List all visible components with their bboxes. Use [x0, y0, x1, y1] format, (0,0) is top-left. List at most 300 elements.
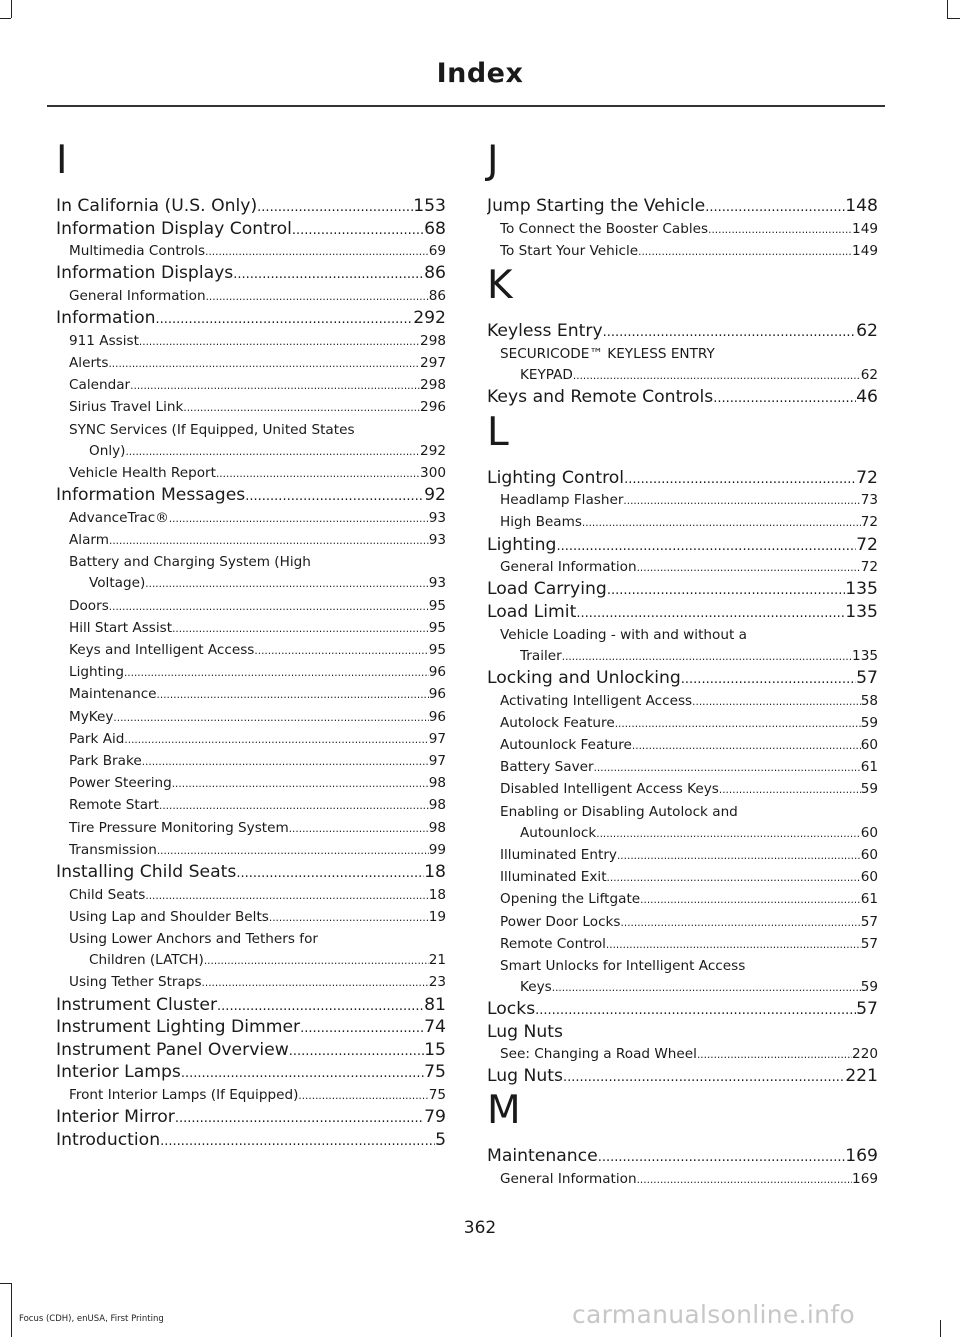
dot-leader [245, 486, 424, 508]
index-entry[interactable] [487, 535, 878, 558]
index-subentry[interactable] [487, 1169, 878, 1191]
index-subentry[interactable] [56, 662, 446, 684]
entry-page-number: 135 [845, 579, 878, 600]
entry-label: Remote Control [500, 935, 606, 952]
index-subentry-continued[interactable] [487, 977, 878, 999]
index-subentry[interactable] [487, 934, 878, 956]
dot-leader [638, 242, 852, 263]
index-subentry[interactable] [56, 751, 446, 773]
entry-page-number: 74 [424, 1017, 446, 1038]
entry-page-number: 60 [860, 824, 878, 841]
dot-leader [298, 1086, 428, 1107]
dot-leader [632, 736, 861, 757]
index-entry[interactable] [487, 1066, 878, 1089]
entry-label: Child Seats [69, 886, 146, 903]
entry-label: See: Changing a Road Wheel [500, 1045, 697, 1062]
entry-page-number: 153 [413, 196, 446, 216]
entry-page-number: 99 [428, 841, 446, 858]
index-subentry-continued[interactable] [487, 646, 878, 668]
index-entry[interactable] [487, 999, 878, 1022]
index-entry-heading: Lug Nuts [487, 1022, 563, 1043]
dot-leader [624, 469, 856, 491]
dot-leader [206, 287, 429, 308]
dot-leader [254, 641, 428, 662]
entry-page-number: 97 [428, 753, 446, 770]
entry-label: Load Carrying [487, 579, 607, 600]
entry-page-number: 97 [428, 730, 446, 747]
index-subentry[interactable] [56, 530, 446, 552]
index-subentry[interactable] [56, 840, 446, 862]
index-subentry-continued[interactable] [56, 441, 446, 463]
index-subentry[interactable] [56, 1085, 446, 1107]
entry-page-number: 15 [424, 1039, 446, 1060]
index-subentry[interactable] [56, 684, 446, 706]
entry-page-number: 72 [856, 467, 878, 488]
index-subentry[interactable] [56, 375, 446, 397]
index-subentry[interactable] [56, 508, 446, 530]
entry-page-number: 95 [428, 642, 446, 659]
entry-page-number: 59 [860, 979, 878, 996]
index-subentry[interactable] [487, 219, 878, 241]
dot-leader [607, 868, 861, 889]
index-subentry[interactable] [487, 557, 878, 579]
entry-label: General Information [69, 287, 206, 304]
dot-leader [172, 774, 429, 795]
index-entry[interactable] [56, 995, 446, 1018]
index-entry[interactable] [487, 602, 878, 625]
index-entry[interactable] [56, 1107, 446, 1130]
entry-label: MyKey [69, 708, 114, 725]
entry-page-number: 46 [856, 387, 878, 407]
dot-leader [640, 890, 861, 911]
index-entry[interactable] [487, 579, 878, 602]
entry-label: Interior Mirror [56, 1107, 175, 1128]
index-subentry[interactable] [56, 885, 446, 907]
entry-label: Locking and Unlocking [487, 667, 681, 688]
index-entry[interactable] [56, 485, 446, 508]
entry-label: Maintenance [69, 686, 157, 703]
dot-leader [289, 819, 429, 840]
dot-leader [160, 1131, 435, 1153]
dot-leader [681, 669, 856, 691]
entry-page-number: 5 [435, 1129, 446, 1150]
index-entry[interactable] [487, 668, 878, 691]
index-subentry[interactable] [487, 241, 878, 263]
dot-leader [216, 464, 420, 485]
entry-page-number: 72 [856, 534, 878, 555]
entry-page-number: 18 [428, 886, 446, 903]
entry-page-number: 148 [845, 196, 878, 216]
index-subentry[interactable] [487, 735, 878, 757]
dot-leader [169, 509, 429, 530]
dot-leader [269, 908, 429, 929]
index-subentry[interactable] [56, 773, 446, 795]
index-subentry[interactable] [487, 889, 878, 911]
index-subentry-continued[interactable] [487, 823, 878, 845]
entry-label: Using Lap and Shoulder Belts [69, 908, 269, 925]
index-entry[interactable] [487, 387, 878, 410]
entry-label: Doors [69, 597, 109, 614]
entry-page-number: 93 [428, 575, 446, 592]
dot-leader [183, 398, 420, 419]
entry-page-number: 298 [420, 332, 446, 349]
entry-label: Children (LATCH) [89, 952, 204, 969]
dot-leader [708, 220, 852, 241]
index-subentry[interactable] [56, 972, 446, 994]
entry-page-number: 75 [428, 1087, 446, 1104]
entry-label: 911 Assist [69, 332, 139, 349]
entry-label: Opening the Liftgate [500, 891, 641, 908]
dot-leader [181, 1063, 424, 1085]
dot-leader [292, 220, 424, 242]
entry-label: Remote Start [69, 797, 159, 814]
dot-leader [719, 780, 861, 801]
dot-leader [607, 580, 845, 602]
dot-leader [139, 332, 420, 353]
index-subentry-continued[interactable] [56, 573, 446, 595]
dot-leader [573, 366, 861, 387]
entry-label: Autolock Feature [500, 714, 615, 731]
entry-page-number: 79 [424, 1107, 446, 1128]
entry-label: Alarm [69, 532, 109, 548]
entry-label: Load Limit [487, 601, 577, 622]
entry-label: Instrument Lighting Dimmer [56, 1017, 301, 1038]
index-entry[interactable] [487, 196, 878, 219]
dot-leader [606, 935, 861, 956]
dot-leader [621, 913, 861, 934]
index-subentry[interactable] [56, 640, 446, 662]
entry-page-number: 220 [852, 1045, 878, 1062]
index-subentry[interactable] [56, 729, 446, 751]
entry-label: Using Tether Straps [69, 974, 202, 991]
index-subentry[interactable] [487, 845, 878, 867]
entry-label: Installing Child Seats [56, 862, 237, 883]
entry-page-number: 21 [428, 952, 446, 969]
entry-label: Power Steering [69, 775, 172, 792]
entry-label: Jump Starting the Vehicle [487, 196, 706, 216]
index-subentry[interactable] [56, 463, 446, 485]
index-subentry[interactable] [487, 490, 878, 512]
entry-page-number: 62 [856, 321, 878, 341]
entry-label: Autounlock Feature [500, 736, 632, 753]
entry-label: Lug Nuts [487, 1065, 563, 1086]
crop-mark-bottom-right-vertical [940, 1320, 941, 1337]
index-entry[interactable] [56, 1062, 446, 1085]
dot-leader [109, 597, 429, 618]
index-subentry[interactable] [56, 818, 446, 840]
entry-label: To Connect the Booster Cables [500, 220, 709, 237]
dot-leader [156, 309, 414, 331]
index-subentry[interactable] [56, 353, 446, 375]
entry-page-number: 81 [424, 994, 446, 1015]
dot-leader [582, 513, 861, 534]
index-entry[interactable] [56, 308, 446, 331]
entry-page-number: 169 [845, 1146, 878, 1167]
entry-label: Keyless Entry [487, 321, 603, 341]
entry-label: Only) [89, 442, 126, 459]
section-letter: J [487, 138, 499, 183]
dot-leader [713, 388, 856, 410]
entry-label: Instrument Panel Overview [56, 1039, 289, 1060]
entry-page-number: 72 [860, 514, 878, 531]
dot-leader [175, 1108, 424, 1130]
dot-leader [124, 730, 428, 751]
index-subentry[interactable] [56, 331, 446, 353]
index-entry[interactable] [487, 468, 878, 491]
index-subentry[interactable] [487, 867, 878, 889]
dot-leader [615, 714, 861, 735]
entry-label: Voltage) [89, 575, 146, 592]
watermark: carmanualsonline.info [572, 1300, 855, 1329]
entry-label: Interior Lamps [56, 1062, 181, 1083]
dot-leader [556, 536, 856, 558]
entry-label: Lighting Control [487, 467, 625, 488]
entry-label: Lighting [487, 534, 557, 555]
index-subentry[interactable] [487, 713, 878, 735]
entry-label: Multimedia Controls [69, 243, 206, 260]
entry-page-number: 72 [860, 559, 878, 576]
index-subentry-text: SYNC Services (If Equipped, United States [69, 421, 355, 438]
entry-page-number: 98 [428, 819, 446, 836]
entry-label: Calendar [69, 377, 131, 394]
entry-page-number: 58 [860, 692, 878, 709]
index-entry[interactable] [56, 196, 446, 219]
index-subentry[interactable] [487, 779, 878, 801]
entry-page-number: 69 [428, 243, 446, 260]
index-subentry[interactable] [487, 757, 878, 779]
crop-mark-top-left-horizontal [0, 18, 11, 19]
index-subentry[interactable] [56, 596, 446, 618]
index-entry[interactable] [56, 1040, 446, 1063]
index-subentry[interactable] [487, 691, 878, 713]
entry-page-number: 59 [860, 781, 878, 798]
dot-leader [552, 978, 861, 999]
edition-footer: Focus (CDH), enUSA, First Printing [19, 1314, 164, 1324]
dot-leader [130, 376, 420, 397]
dot-leader [217, 996, 424, 1018]
entry-label: Locks [487, 999, 536, 1020]
entry-page-number: 86 [428, 287, 446, 304]
entry-label: High Beams [500, 514, 582, 531]
index-entry[interactable] [487, 321, 878, 344]
entry-label: Lighting [69, 664, 124, 681]
entry-label: Information Messages [56, 485, 246, 506]
dot-leader [125, 442, 420, 463]
dot-leader [576, 603, 845, 625]
entry-label: Information [56, 308, 156, 329]
entry-label: Headlamp Flasher [500, 492, 624, 509]
index-subentry[interactable] [56, 907, 446, 929]
index-entry[interactable] [56, 1017, 446, 1040]
section-letter: M [487, 1088, 521, 1134]
index-subentry[interactable] [487, 1044, 878, 1066]
entry-page-number: 297 [420, 354, 446, 371]
entry-label: Keys and Intelligent Access [69, 642, 255, 659]
entry-page-number: 98 [428, 797, 446, 814]
index-subentry[interactable] [56, 286, 446, 308]
section-letter: I [56, 138, 68, 183]
entry-page-number: 300 [420, 465, 446, 481]
crop-mark-top-left-vertical [11, 0, 12, 18]
entry-label: Trailer [520, 647, 562, 664]
entry-page-number: 95 [428, 619, 446, 636]
entry-page-number: 18 [424, 862, 446, 883]
entry-label: KEYPAD [520, 366, 573, 383]
dot-leader [697, 1045, 852, 1066]
dot-leader [145, 886, 428, 907]
entry-label: Transmission [69, 841, 157, 858]
dot-leader [236, 863, 424, 885]
entry-label: Front Interior Lamps (If Equipped) [69, 1087, 299, 1104]
entry-page-number: 93 [428, 509, 446, 526]
entry-label: AdvanceTrac® [69, 509, 169, 526]
dot-leader [637, 1170, 852, 1191]
entry-page-number: 57 [860, 913, 878, 930]
entry-label: Park Brake [69, 753, 142, 770]
entry-page-number: 296 [420, 399, 446, 416]
dot-leader [562, 647, 852, 668]
crop-mark-bottom-left-vertical [11, 1283, 12, 1337]
entry-page-number: 92 [424, 485, 446, 506]
entry-page-number: 68 [424, 218, 446, 239]
index-subentry-text: Battery and Charging System (High [69, 554, 311, 571]
entry-label: Hill Start Assist [69, 619, 173, 636]
entry-page-number: 62 [860, 366, 878, 383]
title-divider [47, 105, 885, 107]
index-subentry[interactable] [56, 397, 446, 419]
entry-page-number: 95 [428, 597, 446, 614]
entry-label: Instrument Cluster [56, 994, 218, 1015]
dot-leader [233, 264, 424, 286]
entry-page-number: 135 [845, 601, 878, 622]
index-subentry-text: Using Lower Anchors and Tethers for [69, 931, 318, 948]
entry-page-number: 60 [860, 847, 878, 863]
entry-page-number: 57 [856, 999, 878, 1020]
dot-leader [109, 531, 429, 552]
dot-leader [113, 708, 428, 729]
entry-label: Sirius Travel Link [69, 399, 184, 416]
dot-leader [594, 758, 861, 779]
index-subentry[interactable] [487, 912, 878, 934]
entry-label: In California (U.S. Only) [56, 196, 258, 216]
dot-leader [157, 841, 429, 862]
index-column-left [56, 138, 446, 1152]
index-entry[interactable] [487, 1146, 878, 1169]
entry-label: Power Door Locks [500, 913, 621, 930]
index-subentry[interactable] [487, 512, 878, 534]
dot-leader [623, 491, 860, 512]
dot-leader [124, 663, 429, 684]
entry-label: Tire Pressure Monitoring System [69, 819, 289, 836]
index-subentry[interactable] [56, 707, 446, 729]
entry-page-number: 221 [845, 1065, 878, 1086]
page-title: Index [436, 58, 524, 89]
entry-page-number: 98 [428, 775, 446, 792]
crop-mark-top-right-horizontal [947, 18, 960, 19]
dot-leader [617, 846, 861, 867]
index-subentry-text: Enabling or Disabling Autolock and [500, 803, 738, 820]
dot-leader [289, 1041, 424, 1063]
index-subentry[interactable] [56, 241, 446, 263]
index-subentry-continued[interactable] [56, 950, 446, 972]
entry-page-number: 96 [428, 686, 446, 703]
entry-page-number: 73 [860, 492, 878, 509]
entry-page-number: 298 [420, 377, 446, 394]
entry-page-number: 149 [852, 242, 878, 259]
entry-page-number: 96 [428, 664, 446, 681]
index-column-right [487, 138, 878, 1191]
dot-leader [202, 973, 429, 994]
entry-page-number: 149 [852, 220, 878, 237]
entry-page-number: 93 [428, 532, 446, 548]
entry-label: General Information [500, 1171, 637, 1187]
entry-page-number: 135 [852, 647, 878, 664]
entry-label: Illuminated Entry [500, 847, 617, 863]
dot-leader [172, 619, 429, 640]
entry-label: Vehicle Health Report [69, 465, 216, 481]
entry-page-number: 57 [856, 667, 878, 688]
entry-label: Alerts [69, 354, 109, 371]
index-subentry-text: Vehicle Loading - with and without a [500, 626, 747, 643]
page-number: 362 [463, 1218, 497, 1238]
dot-leader [603, 322, 857, 344]
entry-label: Information Display Control [56, 218, 292, 239]
dot-leader [159, 796, 429, 817]
dot-leader [637, 558, 861, 579]
dot-leader [145, 574, 428, 595]
entry-label: Introduction [56, 1129, 161, 1150]
index-subentry-text: Smart Unlocks for Intelligent Access [500, 958, 746, 975]
entry-label: Keys [520, 979, 552, 996]
dot-leader [535, 1000, 856, 1022]
entry-label: To Start Your Vehicle [500, 242, 639, 259]
index-subentry[interactable] [56, 795, 446, 817]
entry-page-number: 96 [428, 708, 446, 725]
index-subentry[interactable] [56, 618, 446, 640]
dot-leader [705, 197, 845, 219]
index-subentry-text: SECURICODE™ KEYLESS ENTRY [500, 345, 715, 362]
index-entry[interactable] [56, 862, 446, 885]
entry-page-number: 60 [860, 736, 878, 753]
entry-label: Disabled Intelligent Access Keys [500, 781, 719, 798]
index-entry[interactable] [56, 263, 446, 286]
section-letter: K [487, 263, 513, 308]
entry-page-number: 61 [860, 759, 878, 776]
entry-label: Keys and Remote Controls [487, 387, 714, 407]
dot-leader [257, 197, 413, 219]
entry-page-number: 57 [860, 935, 878, 952]
dot-leader [205, 242, 429, 263]
entry-label: Autounlock [520, 824, 597, 841]
entry-label: Activating Intelligent Access [500, 692, 693, 709]
index-subentry-continued[interactable] [487, 365, 878, 387]
entry-label: Maintenance [487, 1146, 598, 1167]
entry-page-number: 75 [424, 1062, 446, 1083]
dot-leader [692, 692, 861, 713]
dot-leader [598, 1147, 846, 1169]
entry-label: Information Displays [56, 263, 234, 284]
index-entry[interactable] [56, 219, 446, 242]
dot-leader [300, 1018, 424, 1040]
index-entry[interactable] [56, 1130, 446, 1153]
entry-label: Illuminated Exit [500, 869, 607, 886]
entry-page-number: 86 [424, 263, 446, 284]
entry-label: General Information [500, 559, 637, 576]
dot-leader [204, 951, 429, 972]
crop-mark-top-right-vertical [947, 0, 948, 18]
entry-label: Park Aid [69, 730, 125, 747]
entry-page-number: 19 [428, 908, 446, 925]
